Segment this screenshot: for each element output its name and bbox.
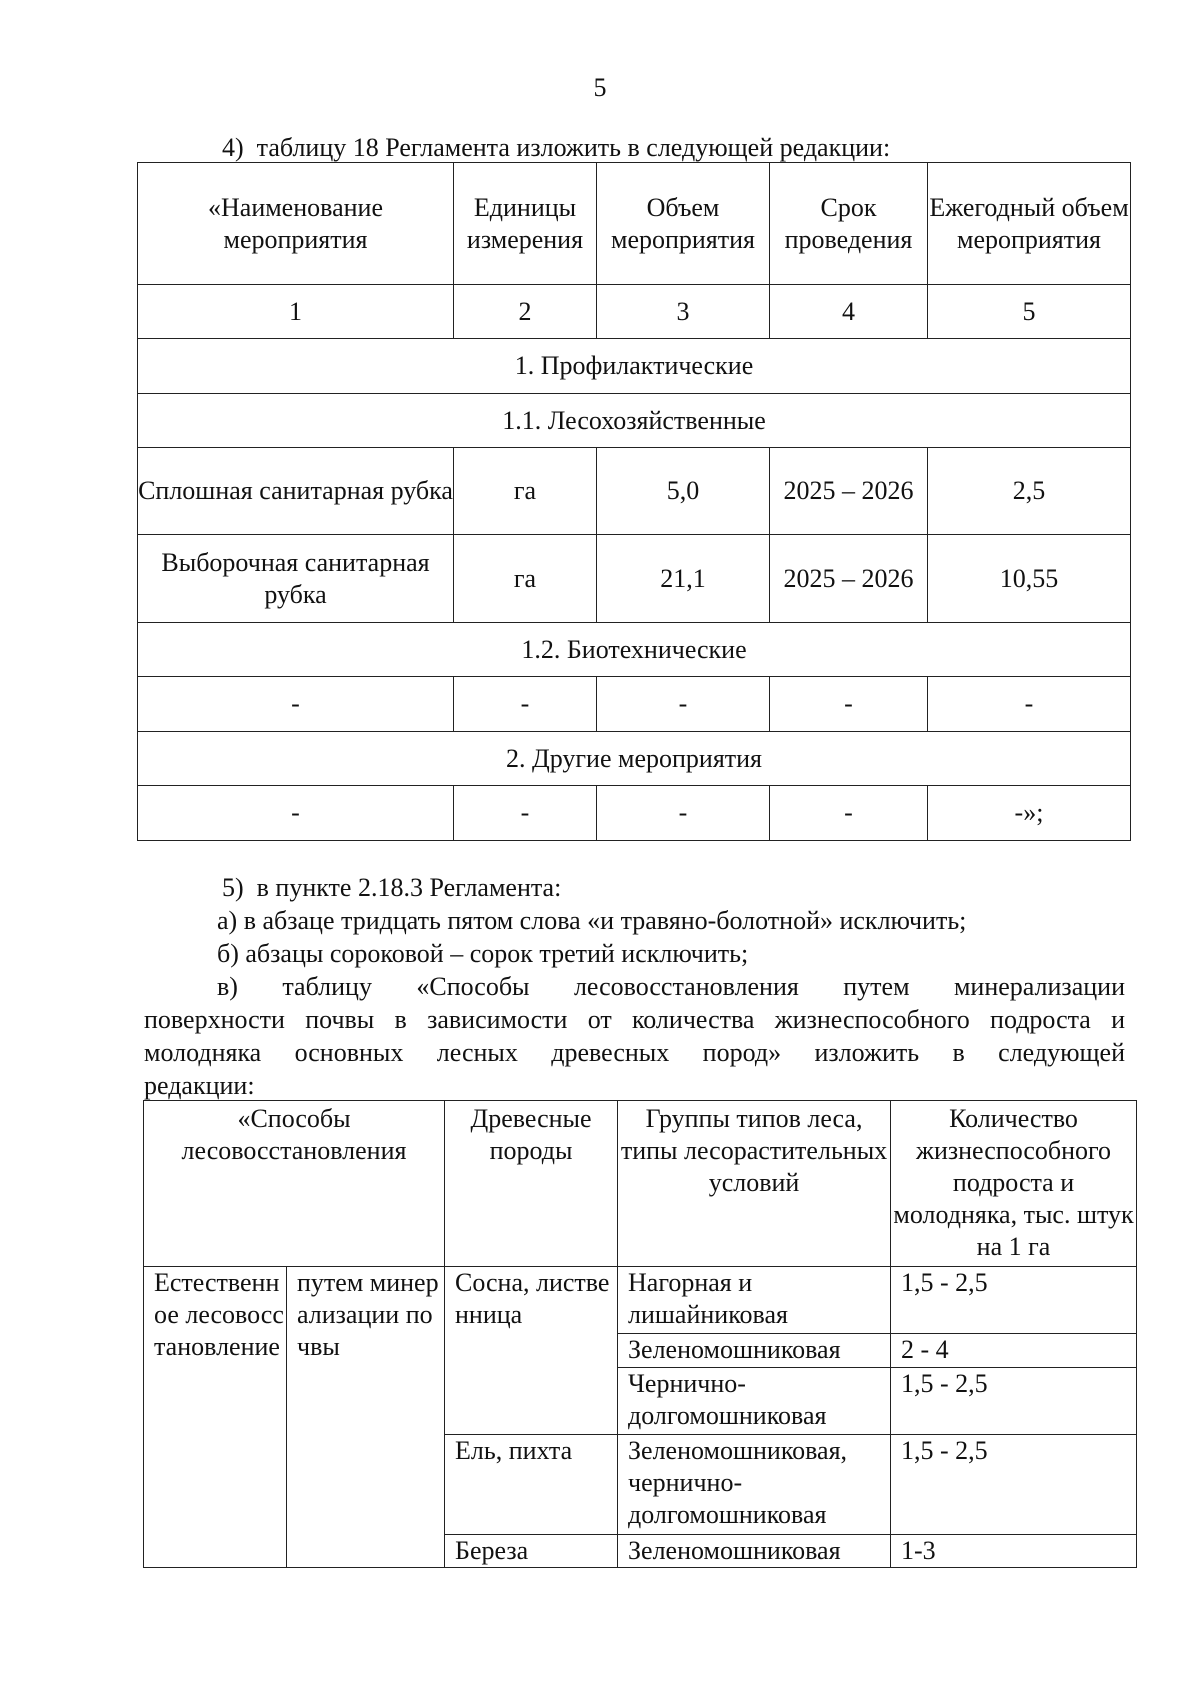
species-cell: Ель, пихта — [445, 1435, 618, 1535]
table-reforestation-methods — [143, 1100, 1137, 1568]
column-number: 2 — [454, 285, 597, 339]
table-cell: 2025 – 2026 — [770, 535, 928, 623]
table-cell: - — [454, 786, 597, 841]
header-cell: Единицы измерения — [454, 163, 597, 285]
table-cell: - — [770, 677, 928, 732]
item-5v-line: редакции: — [144, 1071, 255, 1100]
table-cell: 21,1 — [597, 535, 770, 623]
column-number: 4 — [770, 285, 928, 339]
column-number: 3 — [597, 285, 770, 339]
forest-type-cell: Зеленомошниковая — [618, 1334, 891, 1368]
item-5b-paragraph: б) абзацы сороковой – сорок третий исключить; — [217, 939, 749, 968]
page-number: 5 — [593, 73, 607, 102]
quantity-cell: 1,5 - 2,5 — [891, 1267, 1137, 1334]
section-heading: 1. Профилактические — [138, 339, 1131, 394]
table-cell: - — [138, 786, 454, 841]
table-cell: -»; — [928, 786, 1131, 841]
table-cell: 10,55 — [928, 535, 1131, 623]
table-cell: - — [454, 677, 597, 732]
header-cell: Древесные породы — [445, 1101, 618, 1267]
table-cell: - — [597, 786, 770, 841]
table-2-header-row — [144, 1101, 1137, 1267]
header-cell: Ежегодный объем мероприятия — [928, 163, 1131, 285]
quantity-cell: 1-3 — [891, 1535, 1137, 1568]
item-5v-line: молодняка основных лесных древесных пород» изложить в следующей — [144, 1038, 1125, 1067]
item-5v-line: поверхности почвы в зависимости от количества жизнеспособного подроста и — [144, 1005, 1125, 1034]
table-cell: 2,5 — [928, 448, 1131, 535]
section-heading: 2. Другие мероприятия — [138, 732, 1131, 786]
item-4-paragraph: 4) таблицу 18 Регламента изложить в следующей редакции: — [222, 133, 891, 162]
table-cell: Выборочная санитарная рубка — [138, 535, 454, 623]
table-row — [138, 535, 1131, 623]
section-heading: 1.2. Биотехнические — [138, 623, 1131, 677]
table-row — [138, 677, 1131, 732]
item-5v-line: в) таблицу «Способы лесовосстановления путем минерализации — [217, 972, 1125, 1001]
species-cell: Береза — [445, 1535, 618, 1568]
quantity-cell: 1,5 - 2,5 — [891, 1435, 1137, 1535]
table-row — [144, 1267, 1137, 1334]
header-cell: «Способы лесовосстановления — [144, 1101, 445, 1267]
technique-cell: путем минерализации почвы — [287, 1267, 445, 1568]
header-cell: Количество жизнеспособного подроста и молодняка, тыс. штук на 1 га — [891, 1101, 1137, 1267]
quantity-cell: 2 - 4 — [891, 1334, 1137, 1368]
item-5-paragraph: 5) в пункте 2.18.3 Регламента: — [222, 873, 562, 902]
table-cell: - — [770, 786, 928, 841]
table-cell: га — [454, 535, 597, 623]
column-number: 5 — [928, 285, 1131, 339]
table-cell: га — [454, 448, 597, 535]
item-5a-paragraph: а) в абзаце тридцать пятом слова «и травяно-болотной» исключить; — [217, 906, 967, 935]
header-cell: Группы типов леса, типы лесорастительных условий — [618, 1101, 891, 1267]
table-row — [138, 448, 1131, 535]
table-cell: - — [138, 677, 454, 732]
table-cell: 2025 – 2026 — [770, 448, 928, 535]
quantity-cell: 1,5 - 2,5 — [891, 1368, 1137, 1435]
species-cell: Сосна, лиственница — [445, 1267, 618, 1435]
forest-type-cell: Зеленомошниковая — [618, 1535, 891, 1568]
table-18-number-row — [138, 285, 1131, 339]
table-cell: Сплошная санитарная рубка — [138, 448, 454, 535]
forest-type-cell: Зеленомошниковая, чернично-долгомошниковая — [618, 1435, 891, 1535]
table-cell: - — [928, 677, 1131, 732]
table-18-header-row — [138, 163, 1131, 285]
table-18 — [137, 162, 1131, 841]
section-heading: 1.1. Лесохозяйственные — [138, 394, 1131, 448]
forest-type-cell: Нагорная и лишайниковая — [618, 1267, 891, 1334]
table-cell: 5,0 — [597, 448, 770, 535]
table-row — [138, 786, 1131, 841]
header-cell: Срок проведения — [770, 163, 928, 285]
method-cell: Естественное лесовосстановление — [144, 1267, 287, 1568]
forest-type-cell: Чернично-долгомошниковая — [618, 1368, 891, 1435]
table-cell: - — [597, 677, 770, 732]
header-cell: «Наименование мероприятия — [138, 163, 454, 285]
column-number: 1 — [138, 285, 454, 339]
header-cell: Объем мероприятия — [597, 163, 770, 285]
